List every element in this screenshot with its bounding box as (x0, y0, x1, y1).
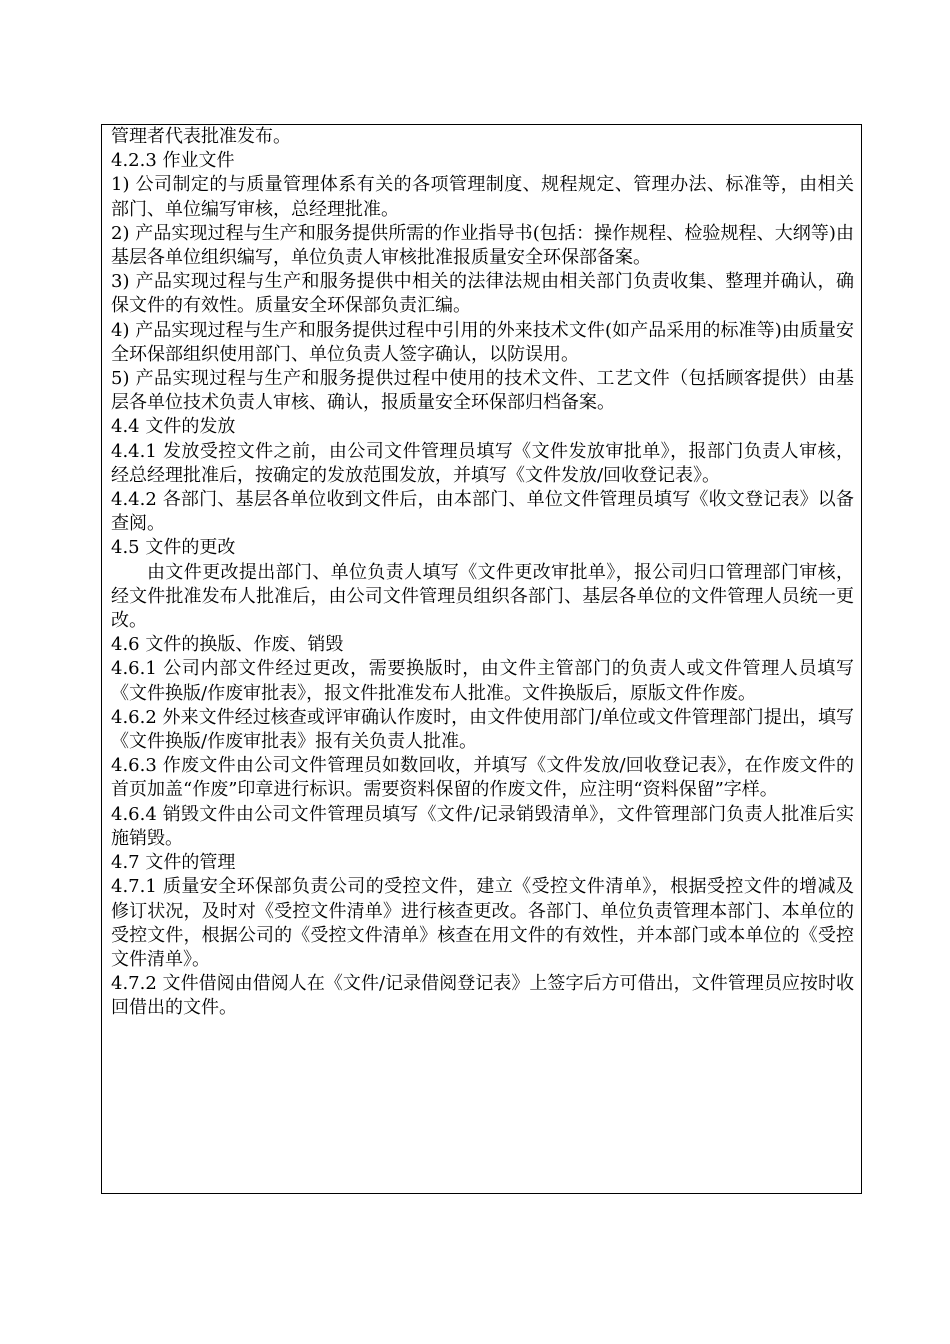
paragraph-4-4-2: 4.4.2 各部门、基层各单位收到文件后，由本部门、单位文件管理员填写《收文登记表》以备查阅。 (111, 489, 854, 535)
paragraph-approval-release: 管理者代表批准发布。 (111, 126, 291, 147)
paragraph-4-2-3-item-3: 3) 产品实现过程与生产和服务提供中相关的法律法规由相关部门负责收集、整理并确认，确保文件的有效性。质量安全环保部负责汇编。 (111, 271, 854, 317)
paragraph-4-6-1: 4.6.1 公司内部文件经过更改，需要换版时，由文件主管部门的负责人或文件管理人员填写《文件换版/作废审批表》，报文件批准发布人批准。文件换版后，原版文件作废。 (111, 658, 854, 704)
paragraph-4-7-2: 4.7.2 文件借阅由借阅人在《文件/记录借阅登记表》上签字后方可借出，文件管理员应按时收回借出的文件。 (111, 973, 854, 1019)
heading-4-6: 4.6 文件的换版、作废、销毁 (111, 634, 344, 656)
paragraph-4-6-2: 4.6.2 外来文件经过核查或评审确认作废时，由文件使用部门/单位或文件管理部门提出，填写《文件换版/作废审批表》报有关负责人批准。 (111, 706, 854, 753)
paragraph-4-2-3-item-2: 2) 产品实现过程与生产和服务提供所需的作业指导书(包括：操作规程、检验规程、大纲等)由基层各单位组织编写，单位负责人审核批准报质量安全环保部备案。 (111, 222, 854, 269)
heading-4-2-3: 4.2.3 作业文件 (111, 150, 235, 172)
paragraph-4-4-1: 4.4.1 发放受控文件之前，由公司文件管理员填写《文件发放审批单》，报部门负责人审核，经总经理批准后，按确定的发放范围发放，并填写《文件发放/回收登记表》。 (111, 440, 854, 486)
paragraph-4-6-4: 4.6.4 销毁文件由公司文件管理员填写《文件/记录销毁清单》，文件管理部门负责人批准后实施销毁。 (111, 803, 854, 849)
heading-4-7: 4.7 文件的管理 (111, 852, 236, 874)
paragraph-4-5-body: 由文件更改提出部门、单位负责人填写《文件更改审批单》，报公司归口管理部门审核，经文件批准发布人批准后，由公司文件管理员组织各部门、基层各单位的文件管理人员统一更改。 (111, 561, 854, 632)
heading-4-4: 4.4 文件的发放 (111, 416, 236, 438)
heading-4-5: 4.5 文件的更改 (111, 537, 236, 559)
paragraph-4-2-3-item-5: 5) 产品实现过程与生产和服务提供过程中使用的技术文件、工艺文件（包括顾客提供）由基层各单位技术负责人审核、确认，报质量安全环保部归档备案。 (111, 368, 854, 414)
paragraph-4-7-1: 4.7.1 质量安全环保部负责公司的受控文件，建立《受控文件清单》，根据受控文件的增减及修订状况，及时对《受控文件清单》进行核查更改。各部门、单位负责管理本部门、本单位的受控文件，根据公司的《受控文件清单》核查在用文件的有效性，并本部门或本单位的《受控文件清单》。 (111, 876, 854, 970)
document-body (111, 125, 854, 1021)
paragraph-4-2-3-item-1: 1) 公司制定的与质量管理体系有关的各项管理制度、规程规定、管理办法、标准等，由相关部门、单位编写审核，总经理批准。 (111, 174, 854, 220)
document-frame (101, 124, 862, 1194)
paragraph-4-2-3-item-4: 4) 产品实现过程与生产和服务提供过程中引用的外来技术文件(如产品采用的标准等)由质量安全环保部组织使用部门、单位负责人签字确认，以防误用。 (111, 319, 854, 365)
paragraph-4-6-3: 4.6.3 作废文件由公司文件管理员如数回收，并填写《文件发放/回收登记表》，在作废文件的首页加盖“作废”印章进行标识。需要资料保留的作废文件，应注明“资料保留”字样。 (111, 755, 854, 801)
